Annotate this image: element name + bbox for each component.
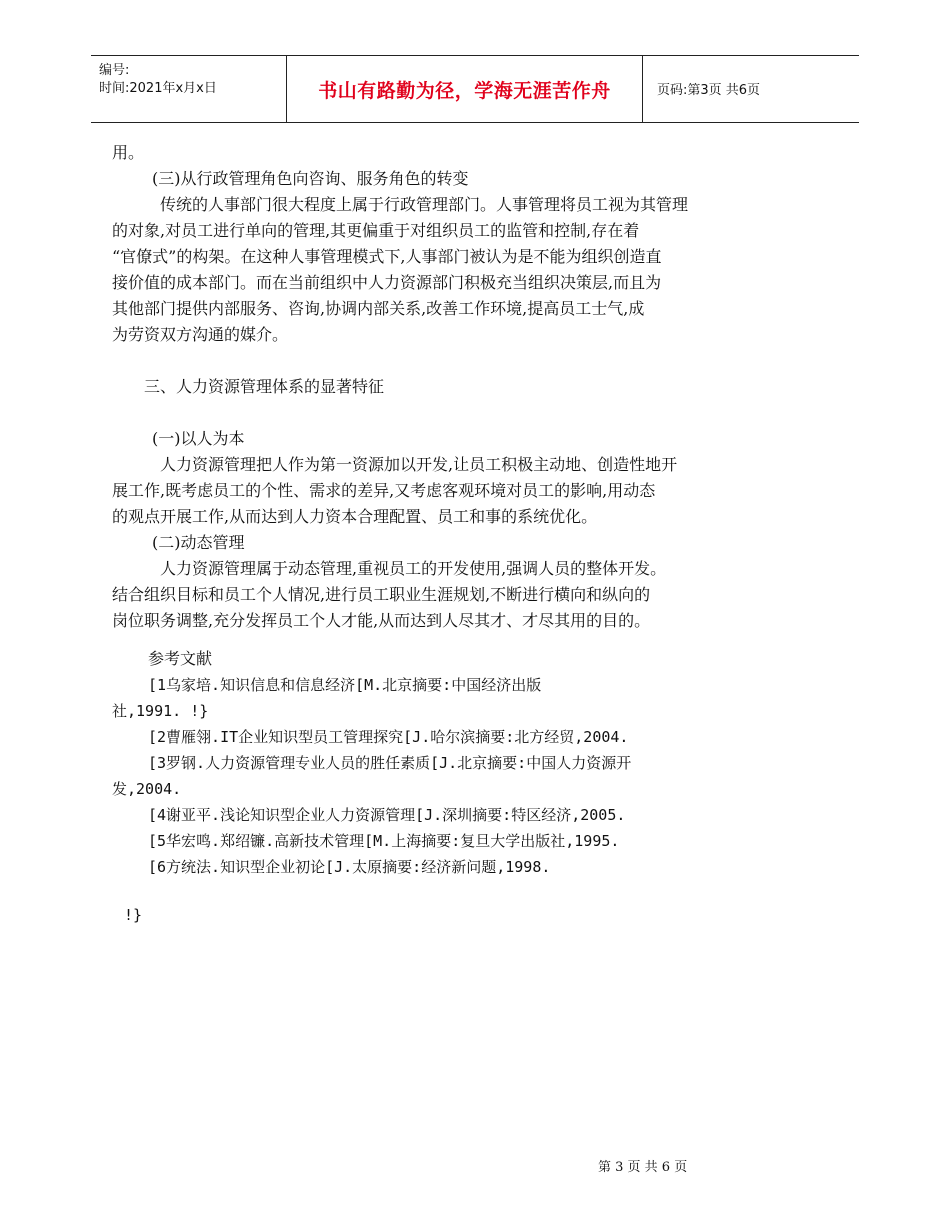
reference-item: 社,1991. !}: [112, 702, 209, 720]
header-time-label: 时间:2021年x月x日: [99, 81, 217, 96]
header-number-label: 编号:: [99, 63, 130, 78]
section3-paragraph: [112, 192, 772, 348]
paragraph-line: 结合组织目标和员工个人情况,进行员工职业生涯规划,不断进行横向和纵向的: [112, 585, 651, 604]
subsection-heading: (二)动态管理: [152, 533, 245, 552]
paragraph-line: 岗位职务调整,充分发挥员工个人才能,从而达到人尽其才、才尽其用的目的。: [112, 611, 651, 630]
header-motto: 书山有路勤为径，学海无涯苦作舟: [318, 79, 611, 102]
page-header: [91, 55, 859, 123]
reference-item: [4谢亚平.浅论知识型企业人力资源管理[J.深圳摘要:特区经济,2005.: [148, 806, 626, 824]
subsection2-paragraph: [112, 556, 772, 634]
paragraph-line: 的观点开展工作,从而达到人力资本合理配置、员工和事的系统优化。: [112, 507, 598, 526]
page-footer: 第 3 页 共 6 页: [598, 1160, 688, 1175]
chapter-heading: 三、人力资源管理体系的显著特征: [144, 377, 385, 396]
document-body: [112, 140, 772, 880]
paragraph-line: 展工作,既考虑员工的个性、需求的差异,又考虑客观环境对员工的影响,用动态: [112, 481, 656, 500]
stray-mark: !}: [124, 906, 143, 924]
reference-item: [1乌家培.知识信息和信息经济[M.北京摘要:中国经济出版: [148, 676, 542, 694]
paragraph-line: 传统的人事部门很大程度上属于行政管理部门。人事管理将员工视为其管理: [160, 195, 689, 214]
subsection-heading: (一)以人为本: [152, 429, 245, 448]
paragraph-line: 人力资源管理把人作为第一资源加以开发,让员工积极主动地、创造性地开: [160, 455, 678, 474]
paragraph-line: 为劳资双方沟通的媒介。: [112, 325, 289, 344]
reference-item: [2曹雁翎.IT企业知识型员工管理探究[J.哈尔滨摘要:北方经贸,2004.: [148, 728, 629, 746]
paragraph-line: 接价值的成本部门。而在当前组织中人力资源部门积极充当组织决策层,而且为: [112, 273, 662, 292]
paragraph-line: “官僚式”的构架。在这种人事管理模式下,人事部门被认为是不能为组织创造直: [112, 247, 662, 266]
header-page-info: 页码:第3页 共6页: [657, 83, 761, 98]
reference-item: [6方统法.知识型企业初论[J.太原摘要:经济新问题,1998.: [148, 858, 551, 876]
paragraph-line: 其他部门提供内部服务、咨询,协调内部关系,改善工作环境,提高员工士气,成: [112, 299, 645, 318]
header-motto-cell: [286, 56, 643, 122]
reference-item: [5华宏鸣.郑绍镰.高新技术管理[M.上海摘要:复旦大学出版社,1995.: [148, 832, 620, 850]
paragraph-line: 人力资源管理属于动态管理,重视员工的开发使用,强调人员的整体开发。: [160, 559, 667, 578]
references-section: [112, 646, 772, 880]
paragraph-line: 的对象,对员工进行单向的管理,其更偏重于对组织员工的监管和控制,存在着: [112, 221, 640, 240]
reference-item: [3罗钢.人力资源管理专业人员的胜任素质[J.北京摘要:中国人力资源开: [148, 754, 632, 772]
continued-line: 用。: [112, 143, 145, 162]
header-meta: [99, 62, 217, 98]
reference-item: 发,2004.: [112, 780, 182, 798]
section-heading: (三)从行政管理角色向咨询、服务角色的转变: [152, 169, 469, 188]
subsection1-paragraph: [112, 452, 772, 530]
references-heading: 参考文献: [148, 649, 213, 668]
